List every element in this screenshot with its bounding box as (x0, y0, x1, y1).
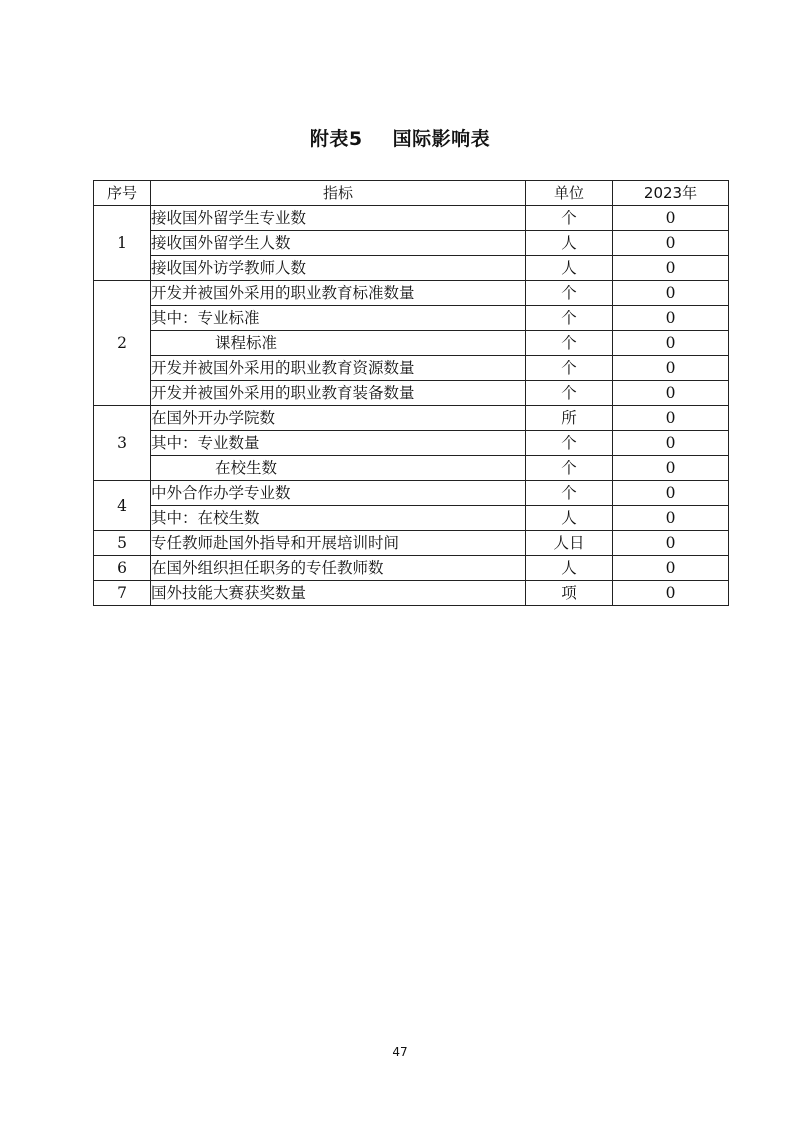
indicator-cell: 开发并被国外采用的职业教育装备数量 (151, 381, 526, 406)
value-cell: 0 (613, 206, 729, 231)
unit-cell: 个 (526, 381, 613, 406)
header-unit: 单位 (526, 181, 613, 206)
seq-cell: 1 (94, 206, 151, 281)
indicator-cell: 其中：专业标准 (151, 306, 526, 331)
unit-cell: 个 (526, 356, 613, 381)
page-number: 47 (392, 1045, 408, 1059)
table-header-row (94, 181, 729, 206)
table-row (94, 381, 729, 406)
indicator-cell: 在国外开办学院数 (151, 406, 526, 431)
indicator-cell: 专任教师赴国外指导和开展培训时间 (151, 531, 526, 556)
value-cell: 0 (613, 256, 729, 281)
indicator-cell: 国外技能大赛获奖数量 (151, 581, 526, 606)
indicator-cell: 中外合作办学专业数 (151, 481, 526, 506)
unit-cell: 个 (526, 481, 613, 506)
page-title (0, 124, 800, 151)
unit-cell: 个 (526, 306, 613, 331)
table-row (94, 231, 729, 256)
value-cell: 0 (613, 406, 729, 431)
value-cell: 0 (613, 331, 729, 356)
indicator-cell: 接收国外留学生人数 (151, 231, 526, 256)
value-cell: 0 (613, 581, 729, 606)
table-row (94, 556, 729, 581)
value-cell: 0 (613, 506, 729, 531)
value-cell: 0 (613, 306, 729, 331)
value-cell: 0 (613, 431, 729, 456)
value-cell: 0 (613, 531, 729, 556)
unit-cell: 个 (526, 456, 613, 481)
value-cell: 0 (613, 456, 729, 481)
unit-cell: 人日 (526, 531, 613, 556)
unit-cell: 人 (526, 506, 613, 531)
indicator-cell: 其中：专业数量 (151, 431, 526, 456)
table-row (94, 306, 729, 331)
table-row (94, 531, 729, 556)
indicator-cell: 接收国外留学生专业数 (151, 206, 526, 231)
header-indicator: 指标 (151, 181, 526, 206)
title-prefix: 附表5 (309, 128, 363, 150)
table-row (94, 206, 729, 231)
unit-cell: 所 (526, 406, 613, 431)
unit-cell: 个 (526, 431, 613, 456)
table-row (94, 481, 729, 506)
table-row (94, 331, 729, 356)
header-seq: 序号 (94, 181, 151, 206)
unit-cell: 人 (526, 231, 613, 256)
table-row (94, 281, 729, 306)
unit-cell: 项 (526, 581, 613, 606)
unit-cell: 人 (526, 256, 613, 281)
unit-cell: 个 (526, 206, 613, 231)
indicator-cell: 接收国外访学教师人数 (151, 256, 526, 281)
table-row (94, 581, 729, 606)
indicator-cell: 在国外组织担任职务的专任教师数 (151, 556, 526, 581)
indicator-cell: 其中：在校生数 (151, 506, 526, 531)
seq-cell: 2 (94, 281, 151, 406)
unit-cell: 个 (526, 331, 613, 356)
table-row (94, 256, 729, 281)
seq-cell: 4 (94, 481, 151, 531)
title-text: 国际影响表 (392, 128, 491, 150)
seq-cell: 3 (94, 406, 151, 481)
unit-cell: 人 (526, 556, 613, 581)
seq-cell: 6 (94, 556, 151, 581)
value-cell: 0 (613, 556, 729, 581)
value-cell: 0 (613, 231, 729, 256)
table-row (94, 506, 729, 531)
indicator-cell: 课程标准 (151, 331, 526, 356)
international-influence-table (93, 180, 729, 606)
value-cell: 0 (613, 281, 729, 306)
unit-cell: 个 (526, 281, 613, 306)
value-cell: 0 (613, 481, 729, 506)
value-cell: 0 (613, 381, 729, 406)
value-cell: 0 (613, 356, 729, 381)
seq-cell: 7 (94, 581, 151, 606)
table-row (94, 456, 729, 481)
indicator-cell: 在校生数 (151, 456, 526, 481)
table-row (94, 431, 729, 456)
seq-cell: 5 (94, 531, 151, 556)
table-row (94, 406, 729, 431)
indicator-cell: 开发并被国外采用的职业教育资源数量 (151, 356, 526, 381)
header-year: 2023年 (613, 181, 729, 206)
table-row (94, 356, 729, 381)
table-body (94, 206, 729, 606)
indicator-cell: 开发并被国外采用的职业教育标准数量 (151, 281, 526, 306)
